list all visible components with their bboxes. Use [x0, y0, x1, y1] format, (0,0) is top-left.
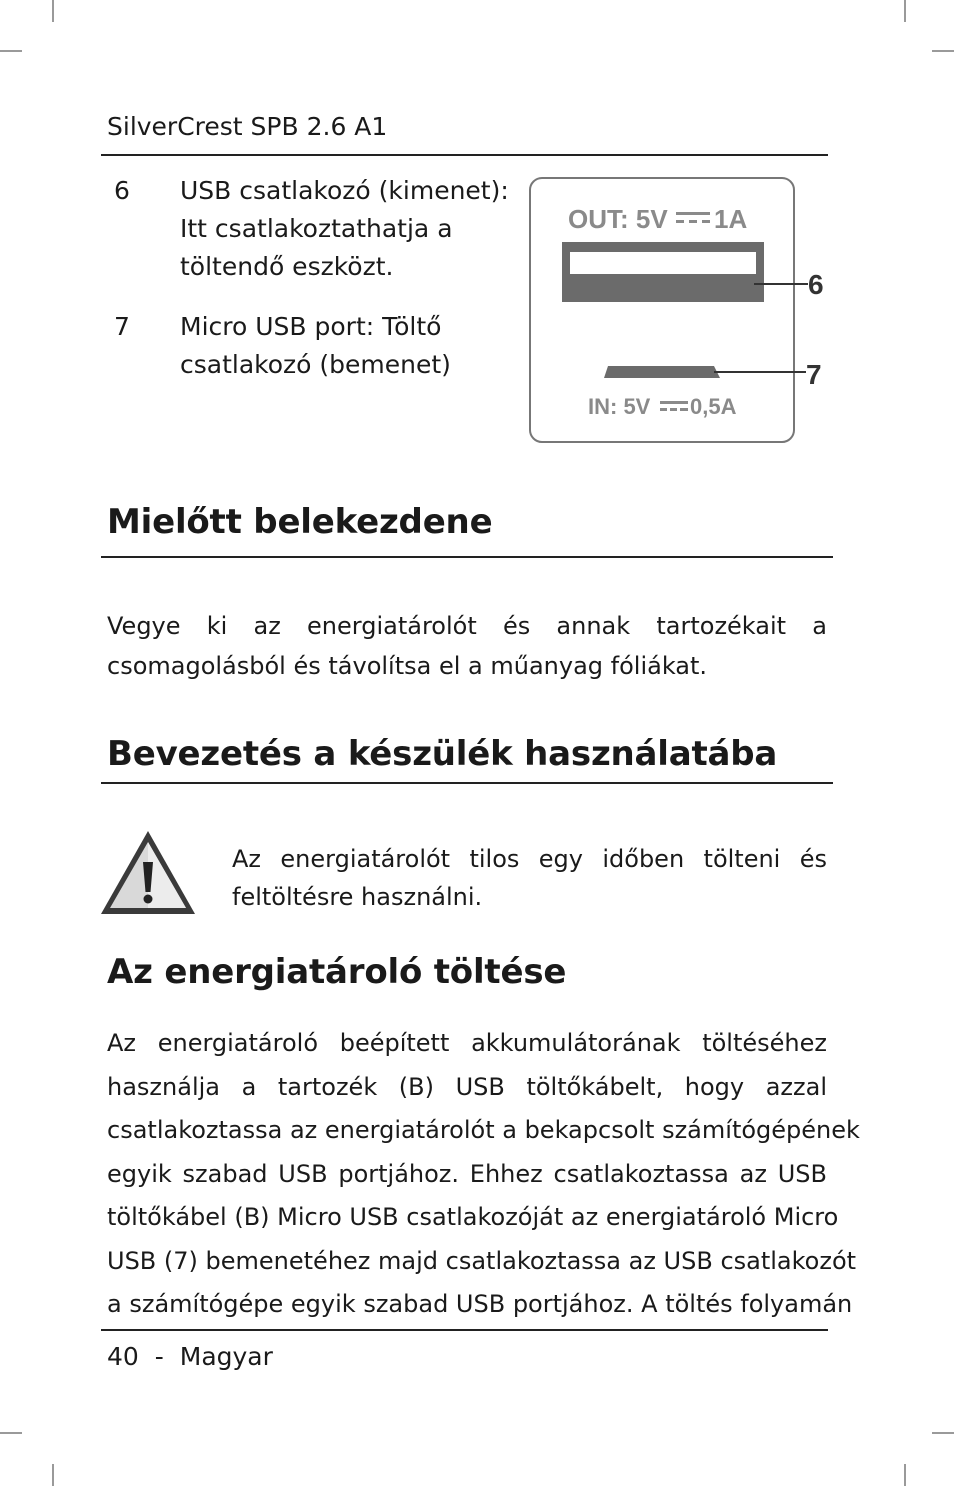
paragraph	[107, 606, 827, 686]
paragraph-line: USB (7) bemenetéhez majd csatlakoztassa az USB csatlakozót	[107, 1246, 857, 1275]
out-current: 1A	[714, 204, 748, 234]
item-number: 6	[114, 176, 130, 205]
item-line: Itt csatlakoztathatja a	[180, 214, 453, 243]
crop-mark	[904, 0, 906, 22]
item-description	[180, 172, 509, 286]
paragraph-line: a számítógépe egyik szabad USB portjához. A töltés folyamán	[107, 1290, 853, 1318]
port-diagram	[528, 176, 828, 444]
crop-mark	[904, 1464, 906, 1486]
in-label: IN: 5V	[588, 394, 651, 419]
section-rule	[101, 556, 833, 558]
crop-mark	[52, 0, 54, 22]
usb-output-port-slot	[570, 252, 756, 274]
warning-text	[232, 840, 827, 916]
in-current: 0,5A	[690, 394, 737, 419]
footer-separator: -	[154, 1342, 164, 1371]
item-line: töltendő eszközt.	[180, 252, 394, 281]
paragraph-line: feltöltésre használni.	[232, 883, 483, 911]
warning-triangle-icon	[98, 828, 198, 918]
item-description	[180, 308, 451, 384]
paragraph-line: használja a tartozék (B) USB töltőkábelt, hogy azzal	[107, 1072, 827, 1101]
section-heading: Az energiatároló töltése	[107, 952, 567, 992]
item-number: 7	[114, 312, 130, 341]
section-rule	[101, 782, 833, 784]
crop-mark	[932, 50, 954, 52]
crop-mark	[932, 1432, 954, 1434]
page-footer	[107, 1342, 273, 1371]
paragraph-line: Vegye ki az energiatárolót és annak tartozékait a	[107, 612, 827, 640]
section-heading: Mielőtt belekezdene	[107, 502, 493, 542]
callout-7: 7	[806, 359, 822, 390]
paragraph-line: csomagolásból és távolítsa el a műanyag fóliákat.	[107, 652, 708, 680]
paragraph-line: töltőkábel (B) Micro USB csatlakozóját az energiatároló Micro	[107, 1203, 839, 1231]
paragraph-line: egyik szabad USB portjához. Ehhez csatlakoztassa az USB	[107, 1159, 827, 1188]
header-rule	[101, 154, 828, 156]
item-line: USB csatlakozó (kimenet):	[180, 176, 509, 205]
paragraph-line: Az energiatárolót tilos egy időben tölteni és	[232, 845, 827, 873]
paragraph	[107, 1022, 860, 1327]
paragraph-line: Az energiatároló beépített akkumulátorának töltéséhez	[107, 1029, 827, 1057]
crop-mark	[0, 1432, 22, 1434]
page-number: 40	[107, 1342, 139, 1371]
micro-usb-input-port	[604, 366, 720, 378]
callout-6: 6	[808, 269, 824, 300]
item-line: csatlakozó (bemenet)	[180, 350, 451, 379]
crop-mark	[0, 50, 22, 52]
paragraph-line: csatlakoztassa az energiatárolót a bekapcsolt számítógépének	[107, 1116, 860, 1144]
crop-mark	[52, 1464, 54, 1486]
footer-language: Magyar	[179, 1342, 273, 1371]
running-header: SilverCrest SPB 2.6 A1	[107, 112, 388, 141]
out-label: OUT: 5V	[568, 204, 668, 234]
footer-rule	[101, 1329, 828, 1331]
section-heading: Bevezetés a készülék használatába	[107, 734, 778, 774]
item-line: Micro USB port: Töltő	[180, 312, 442, 341]
